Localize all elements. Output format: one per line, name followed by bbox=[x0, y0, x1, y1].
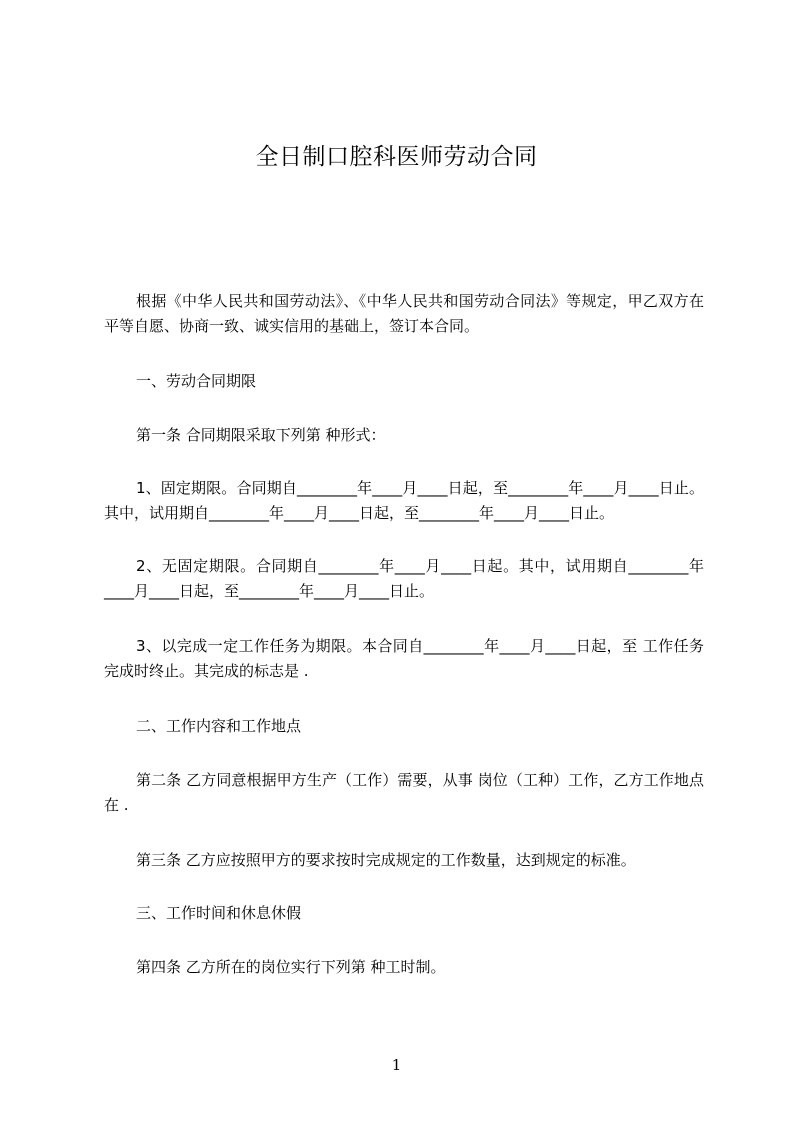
preamble-paragraph: 根据《中华人民共和国劳动法》、《中华人民共和国劳动合同法》等规定，甲乙双方在平等自愿、协商一致、诚实信用的基础上，签订本合同。 bbox=[104, 292, 704, 335]
section-heading-work-content: 二、工作内容和工作地点 bbox=[136, 717, 302, 735]
article-3: 第三条 乙方应按照甲方的要求按时完成规定的工作数量，达到规定的标准。 bbox=[136, 851, 636, 869]
article-4: 第四条 乙方所在的岗位实行下列第 种工时制。 bbox=[136, 958, 446, 976]
clause-open-term: 2、无固定期限。合同期自________年____月____日起。其中，试用期自________年____月____日起，至________年____月____日止。 bbox=[104, 557, 704, 600]
section-heading-contract-term: 一、劳动合同期限 bbox=[136, 372, 257, 390]
article-2: 第二条 乙方同意根据甲方生产（工作）需要，从事 岗位（工种）工作，乙方工作地点在 . bbox=[104, 771, 704, 814]
page-number: 1 bbox=[391, 1056, 402, 1074]
clause-task-term: 3、以完成一定工作任务为期限。本合同自________年____月____日起，至 工作任务完成时终止。其完成的标志是 . bbox=[104, 637, 704, 680]
article-1: 第一条 合同期限采取下列第 种形式： bbox=[136, 426, 386, 444]
document-title: 全日制口腔科医师劳动合同 bbox=[255, 144, 538, 170]
clause-fixed-term: 1、固定期限。合同期自________年____月____日起，至________年____月____日止。其中，试用期自________年____月____日起，至________年____月____日止。 bbox=[104, 479, 704, 522]
section-heading-work-hours: 三、工作时间和休息休假 bbox=[136, 904, 302, 922]
